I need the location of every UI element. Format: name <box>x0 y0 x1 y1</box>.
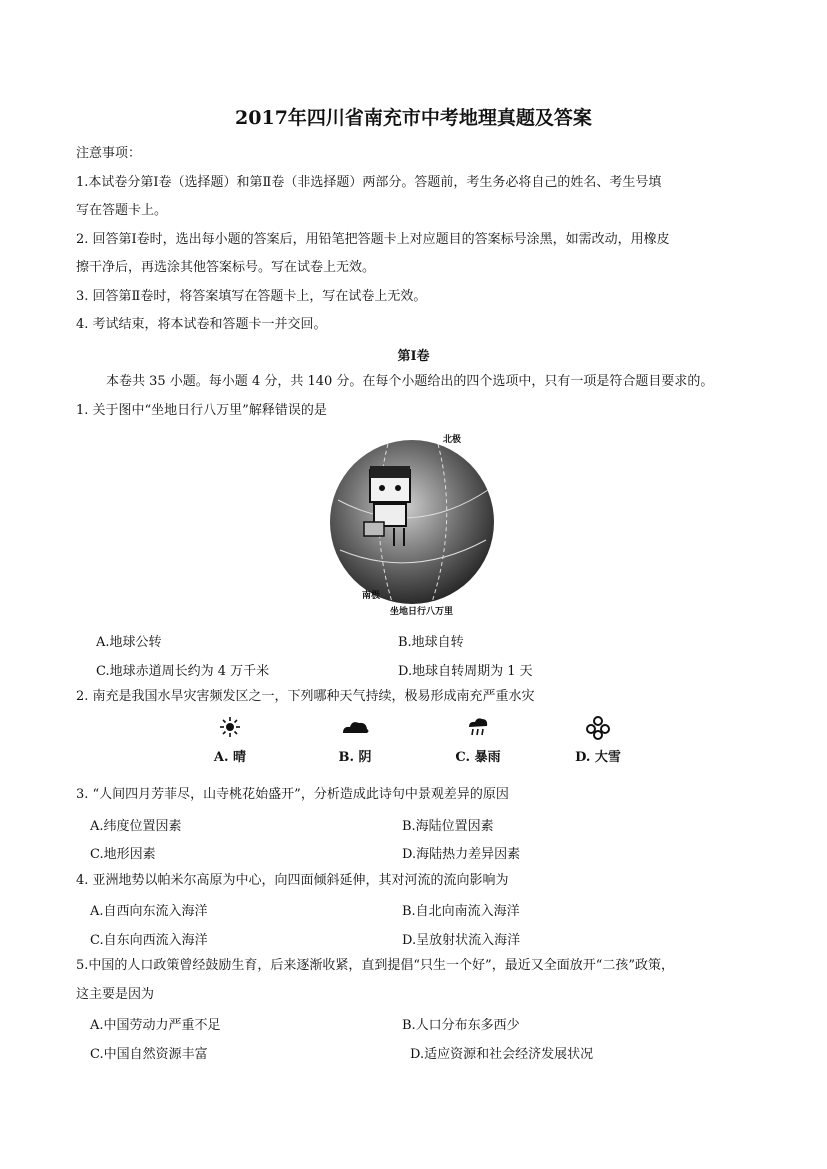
q1-option-a: A.地球公转 <box>96 635 162 650</box>
q3-option-a: A.纬度位置因素 <box>90 819 182 834</box>
q1-option-b: B.地球自转 <box>398 635 464 650</box>
q1-option-c: C.地球赤道周长约为 4 万千米 <box>96 664 270 679</box>
q5-option-d: D.适应资源和社会经济发展状况 <box>410 1047 594 1062</box>
notice-item: 4. 考试结束，将本试卷和答题卡一并交回。 <box>76 317 327 332</box>
q5-option-a: A.中国劳动力严重不足 <box>90 1018 221 1033</box>
q3-option-d: D.海陆热力差异因素 <box>402 847 521 862</box>
weather-options <box>180 716 640 776</box>
q5-option-b: B.人口分布东多西少 <box>402 1018 520 1033</box>
q5-option-c: C.中国自然资源丰富 <box>90 1047 208 1062</box>
q1-stem: 1. 关于图中“坐地日行八万里”解释错误的是 <box>76 403 327 418</box>
notice-item: 2. 回答第Ⅰ卷时，选出每小题的答案后，用铅笔把答题卡上对应题目的答案标号涂黑，如需改动，用橡皮 <box>76 232 670 247</box>
north-pole-label: 北极 <box>443 435 462 445</box>
q4-option-c: C.自东向西流入海洋 <box>90 933 208 948</box>
weather-label: C. 暴雨 <box>455 750 501 765</box>
q3-option-c: C.地形因素 <box>90 847 156 862</box>
section-title: 第Ⅰ卷 <box>397 349 430 364</box>
weather-label: D. 大雪 <box>575 750 621 765</box>
section-intro: 本卷共 35 小题。每小题 4 分，共 140 分。在每个小题给出的四个选项中，只有一项是符合题目要求的。 <box>106 374 714 389</box>
globe-illustration <box>328 430 498 620</box>
q4-option-a: A.自西向东流入海洋 <box>90 904 208 919</box>
page-title: 2017年四川省南充市中考地理真题及答案 <box>235 107 592 129</box>
q3-stem: 3. “人间四月芳菲尽，山寺桃花始盛开”，分析造成此诗句中景观差异的原因 <box>76 787 509 802</box>
q1-option-d: D.地球自转周期为 1 天 <box>398 664 533 679</box>
q5-stem: 5.中国的人口政策曾经鼓励生育，后来逐渐收紧，直到提倡“只生一个好”，最近又全面放开“二孩”政策， <box>76 958 674 973</box>
heavy-snow-icon <box>558 716 638 738</box>
globe-figure <box>328 430 498 620</box>
q3-option-b: B.海陆位置因素 <box>402 819 494 834</box>
rainstorm-icon <box>438 716 518 738</box>
q4-stem: 4. 亚洲地势以帕米尔高原为中心，向四面倾斜延伸，其对河流的流向影响为 <box>76 873 509 888</box>
cloudy-icon <box>315 716 395 738</box>
weather-option-c <box>438 716 518 765</box>
notice-heading: 注意事项： <box>76 146 142 161</box>
figure-caption: 坐地日行八万里 <box>390 607 454 617</box>
weather-option-a <box>190 716 270 765</box>
notice-item: 擦干净后，再选涂其他答案标号。写在试卷上无效。 <box>76 260 376 275</box>
weather-label: A. 晴 <box>213 750 247 765</box>
weather-option-d <box>558 716 638 765</box>
notice-item: 写在答题卡上。 <box>76 203 168 218</box>
south-pole-label: 南极 <box>362 591 381 601</box>
weather-option-b <box>315 716 395 765</box>
q4-option-b: B.自北向南流入海洋 <box>402 904 520 919</box>
weather-label: B. 阴 <box>338 750 372 765</box>
q4-option-d: D.呈放射状流入海洋 <box>402 933 521 948</box>
q2-stem: 2. 南充是我国水旱灾害频发区之一，下列哪种天气持续，极易形成南充严重水灾 <box>76 689 535 704</box>
q5-stem-continued: 这主要是因为 <box>76 987 155 1002</box>
notice-item: 3. 回答第Ⅱ卷时，将答案填写在答题卡上，写在试卷上无效。 <box>76 289 427 304</box>
notice-item: 1.本试卷分第Ⅰ卷（选择题）和第Ⅱ卷（非选择题）两部分。答题前，考生务必将自己的姓名、考生号填 <box>76 175 662 190</box>
sunny-icon <box>190 716 270 738</box>
